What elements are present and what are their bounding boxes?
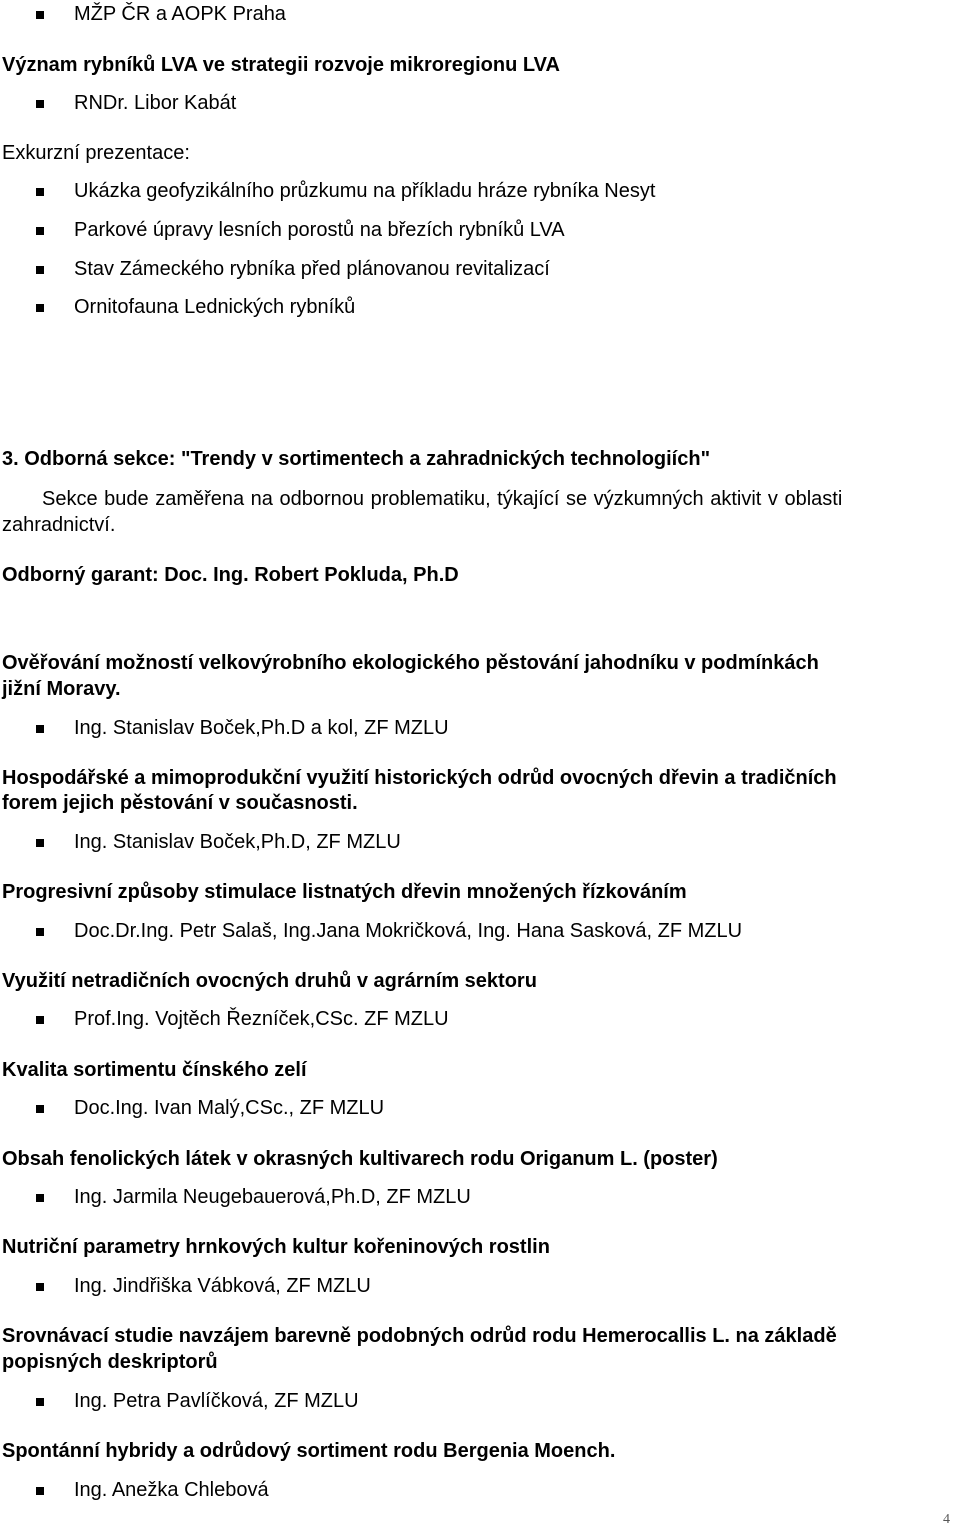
list-item-text: MŽP ČR a AOPK Praha [74, 3, 286, 25]
subheading: Exkurzní prezentace: [2, 142, 190, 164]
talk-title: Srovnávací studie navzájem barevně podobných odrůd rodu Hemerocallis L. na základě [2, 1325, 837, 1347]
talk-author-text: Ing. Anežka Chlebová [74, 1479, 269, 1501]
talk-title: Spontánní hybridy a odrůdový sortiment rodu Bergenia Moench. [2, 1440, 616, 1462]
talk-title: Obsah fenolických látek v okrasných kultivarech rodu Origanum L. (poster) [2, 1148, 718, 1170]
talk-title: Využití netradičních ovocných druhů v agrárním sektoru [2, 970, 537, 992]
list-item-text: RNDr. Libor Kabát [74, 92, 237, 114]
heading: Význam rybníků LVA ve strategii rozvoje mikroregionu LVA [2, 54, 560, 76]
talk-title: Kvalita sortimentu čínského zelí [2, 1059, 307, 1081]
talk-author-text: Prof.Ing. Vojtěch Řezníček,CSc. ZF MZLU [74, 1008, 449, 1030]
page-number: 4 [943, 1512, 950, 1527]
talk-author-text: Doc.Dr.Ing. Petr Salaš, Ing.Jana Mokričková, Ing. Hana Sasková, ZF MZLU [74, 920, 743, 942]
talk-author-text: Ing. Jindřiška Vábková, ZF MZLU [74, 1275, 371, 1297]
talk-author-text: Doc.Ing. Ivan Malý,CSc., ZF MZLU [74, 1097, 385, 1119]
talk-title: popisných deskriptorů [2, 1351, 218, 1373]
section-heading: 3. Odborná sekce: "Trendy v sortimentech a zahradnických technologiích" [2, 448, 711, 470]
list-item-text: Parkové úpravy lesních porostů na březích rybníků LVA [74, 219, 565, 241]
talk-title: jižní Moravy. [2, 678, 121, 700]
talk-author-text: Ing. Stanislav Boček,Ph.D, ZF MZLU [74, 831, 401, 853]
section-guarantor: Odborný garant: Doc. Ing. Robert Pokluda, Ph.D [2, 564, 459, 586]
talk-title: Progresivní způsoby stimulace listnatých dřevin množených řízkováním [2, 881, 687, 903]
talk-author-text: Ing. Petra Pavlíčková, ZF MZLU [74, 1390, 359, 1412]
talk-author-text: Ing. Jarmila Neugebauerová,Ph.D, ZF MZLU [74, 1186, 471, 1208]
talk-title: Hospodářské a mimoprodukční využití historických odrůd ovocných dřevin a tradičních [2, 767, 837, 789]
talk-title: Ověřování možností velkovýrobního ekologického pěstování jahodníku v podmínkách [2, 652, 819, 674]
talk-author-text: Ing. Stanislav Boček,Ph.D a kol, ZF MZLU [74, 717, 449, 739]
talk-title: Nutriční parametry hrnkových kultur kořeninových rostlin [2, 1236, 550, 1258]
list-item-text: Stav Zámeckého rybníka před plánovanou revitalizací [74, 258, 550, 280]
talk-title: forem jejich pěstování v současnosti. [2, 792, 358, 814]
section-description-line2: zahradnictví. [2, 514, 116, 536]
list-item-text: Ornitofauna Lednických rybníků [74, 296, 356, 318]
list-item-text: Ukázka geofyzikálního průzkumu na příkladu hráze rybníka Nesyt [74, 180, 656, 202]
section-description-line1: Sekce bude zaměřena na odbornou problematiku, týkající se výzkumných aktivit v oblasti [42, 488, 843, 510]
